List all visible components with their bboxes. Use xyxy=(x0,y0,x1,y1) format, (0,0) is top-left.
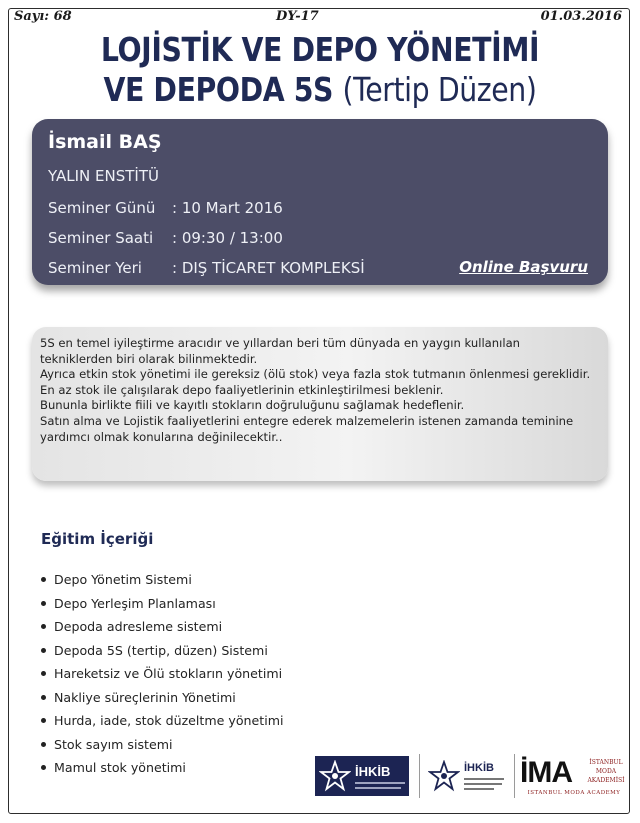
page-title-line2 xyxy=(45,70,595,109)
ihkib-logo xyxy=(315,756,409,796)
star-icon xyxy=(428,760,460,792)
logo-divider xyxy=(419,754,420,798)
star-icon xyxy=(319,760,351,792)
description-paragraph: 5S en temel iyileştirme aracıdır ve yıllardan beri tüm dünyada en yaygın kullanılan tekniklerden biri olarak bilinmektedir. xyxy=(40,336,521,366)
list-item: Depoda adresleme sistemi xyxy=(41,618,283,642)
seminar-place-label: Seminer Yeri xyxy=(48,259,142,277)
bullet-icon xyxy=(41,742,46,747)
list-item: Nakliye süreçlerinin Yönetimi xyxy=(41,689,283,713)
ima-logo-side-text: İSTANBUL MODA AKADEMİSİ xyxy=(587,759,625,784)
logo-subline xyxy=(355,787,401,789)
logo-subline xyxy=(355,782,405,784)
list-item: Stok sayım sistemi xyxy=(41,736,283,760)
speaker-name: İsmail BAŞ xyxy=(48,131,162,153)
content-heading: Eğitim İçeriği xyxy=(41,530,154,548)
bullet-icon xyxy=(41,765,46,770)
bullet-icon xyxy=(41,718,46,723)
seminar-day xyxy=(48,199,283,217)
logo-subline xyxy=(464,788,494,790)
bullet-icon xyxy=(41,601,46,606)
logo-divider xyxy=(514,754,515,798)
issue-date: 01.03.2016 xyxy=(540,9,622,24)
title-sub: (Tertip Düzen) xyxy=(342,70,537,109)
seminar-time-label: Seminer Saati xyxy=(48,229,154,247)
seminar-time xyxy=(48,229,283,247)
seminar-time-value: : 09:30 / 13:00 xyxy=(172,229,283,247)
logo-subline xyxy=(464,778,504,780)
ima-logo xyxy=(520,752,628,798)
description-paragraph: Bununla birlikte fiili ve kayıtlı stokların doğruluğunu sağlamak hedeflenir. xyxy=(40,398,465,413)
ima-logo-foot-text: ISTANBUL MODA ACADEMY xyxy=(527,790,621,796)
ihkib-logo-text: İHKİB xyxy=(355,764,391,779)
bullet-icon xyxy=(41,671,46,676)
description-paragraph: Ayrıca etkin stok yönetimi ile gereksiz (ölü stok) veya fazla stok tutmanın önlenmesi gereklidir. En az stok ile çalışılarak depo faaliyetlerinin etkinleştirilmesi beklenir. xyxy=(40,367,591,397)
list-item: Depo Yerleşim Planlaması xyxy=(41,595,283,619)
description-paragraph: Satın alma ve Lojistik faaliyetlerini entegre ederek malzemelerin istenen zamanda teminine yardımcı olmak konularına değinilecektir.. xyxy=(40,413,574,444)
ihkib-egitim-logo-text: İHKİB xyxy=(464,762,494,774)
bullet-icon xyxy=(41,624,46,629)
ihkib-egitim-logo xyxy=(428,756,510,796)
description-box xyxy=(32,327,608,481)
seminar-day-label: Seminer Günü xyxy=(48,199,156,217)
content-list xyxy=(41,571,283,783)
page-title-line1: LOJİSTİK VE DEPO YÖNETİMİ xyxy=(100,30,540,69)
bullet-icon xyxy=(41,695,46,700)
seminar-info-box xyxy=(32,119,608,285)
logo-subline xyxy=(464,783,502,785)
ima-logo-text: İMA xyxy=(520,756,572,789)
title-main: VE DEPODA 5S xyxy=(103,70,334,109)
list-item: Hareketsiz ve Ölü stokların yönetimi xyxy=(41,665,283,689)
online-application-link[interactable]: Online Başvuru xyxy=(459,258,588,276)
speaker-institute: YALIN ENSTİTÜ xyxy=(48,167,159,185)
seminar-place xyxy=(48,259,365,277)
seminar-place-value: : DIŞ TİCARET KOMPLEKSİ xyxy=(172,259,365,277)
issue-number: Sayı: 68 xyxy=(14,9,72,24)
seminar-day-value: : 10 Mart 2016 xyxy=(172,199,283,217)
bullet-icon xyxy=(41,648,46,653)
bullet-icon xyxy=(41,577,46,582)
document-code: DY-17 xyxy=(276,9,319,24)
list-item: Depo Yönetim Sistemi xyxy=(41,571,283,595)
list-item: Hurda, iade, stok düzeltme yönetimi xyxy=(41,712,283,736)
list-item: Mamul stok yönetimi xyxy=(41,759,283,783)
list-item: Depoda 5S (tertip, düzen) Sistemi xyxy=(41,642,283,666)
